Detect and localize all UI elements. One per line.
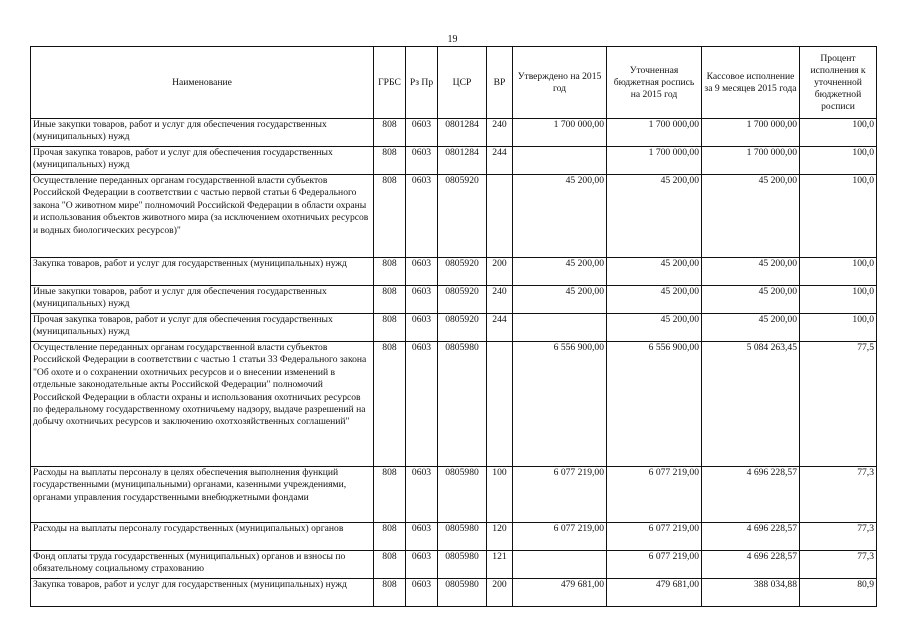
row-percent: 100,0 (800, 147, 877, 175)
row-refined: 45 200,00 (607, 314, 702, 342)
header-vr: ВР (487, 47, 513, 119)
table-row (31, 147, 877, 175)
row-refined: 479 681,00 (607, 579, 702, 607)
row-percent: 100,0 (800, 258, 877, 286)
row-name: Иные закупки товаров, работ и услуг для обеспечения государственных (муниципальных) нужд (31, 119, 374, 147)
row-grbs: 808 (374, 175, 406, 258)
row-grbs: 808 (374, 119, 406, 147)
row-grbs: 808 (374, 342, 406, 467)
row-vr: 121 (487, 551, 513, 579)
row-rzpr: 0603 (406, 175, 438, 258)
row-grbs: 808 (374, 523, 406, 551)
row-vr: 244 (487, 314, 513, 342)
row-refined: 45 200,00 (607, 286, 702, 314)
table-row (31, 523, 877, 551)
row-approved: 6 556 900,00 (513, 342, 607, 467)
table-header-row (31, 47, 877, 119)
table-row (31, 175, 877, 258)
row-percent: 77,3 (800, 551, 877, 579)
row-percent: 100,0 (800, 314, 877, 342)
row-rzpr: 0603 (406, 147, 438, 175)
row-cash: 1 700 000,00 (702, 119, 800, 147)
row-name: Фонд оплаты труда государственных (муниципальных) органов и взносы по обязательному социальному страхованию (31, 551, 374, 579)
table-row (31, 314, 877, 342)
header-csr: ЦСР (438, 47, 487, 119)
row-refined: 6 077 219,00 (607, 523, 702, 551)
row-approved (513, 551, 607, 579)
row-csr: 0801284 (438, 119, 487, 147)
row-rzpr: 0603 (406, 314, 438, 342)
row-refined: 1 700 000,00 (607, 119, 702, 147)
row-vr: 240 (487, 286, 513, 314)
table-row (31, 579, 877, 607)
header-rzpr: Рз Пр (406, 47, 438, 119)
row-cash: 4 696 228,57 (702, 467, 800, 523)
row-name: Прочая закупка товаров, работ и услуг для обеспечения государственных (муниципальных) нужд (31, 314, 374, 342)
row-cash: 4 696 228,57 (702, 523, 800, 551)
header-approved: Утверждено на 2015 год (513, 47, 607, 119)
row-csr: 0805980 (438, 579, 487, 607)
header-cash: Кассовое исполнение за 9 месяцев 2015 года (702, 47, 800, 119)
row-approved: 6 077 219,00 (513, 523, 607, 551)
row-rzpr: 0603 (406, 467, 438, 523)
row-csr: 0805920 (438, 314, 487, 342)
row-vr: 100 (487, 467, 513, 523)
row-approved: 479 681,00 (513, 579, 607, 607)
row-csr: 0805980 (438, 342, 487, 467)
row-csr: 0805920 (438, 258, 487, 286)
table-row (31, 258, 877, 286)
row-grbs: 808 (374, 147, 406, 175)
row-grbs: 808 (374, 551, 406, 579)
page-number: 19 (447, 34, 458, 45)
header-name: Наименование (31, 47, 374, 119)
row-csr: 0805980 (438, 523, 487, 551)
table-row (31, 551, 877, 579)
row-vr: 244 (487, 147, 513, 175)
row-percent: 100,0 (800, 286, 877, 314)
row-refined: 45 200,00 (607, 258, 702, 286)
row-name: Расходы на выплаты персоналу государственных (муниципальных) органов (31, 523, 374, 551)
row-percent: 100,0 (800, 175, 877, 258)
row-rzpr: 0603 (406, 579, 438, 607)
row-grbs: 808 (374, 579, 406, 607)
row-csr: 0805980 (438, 467, 487, 523)
row-csr: 0801284 (438, 147, 487, 175)
row-csr: 0805980 (438, 551, 487, 579)
row-approved (513, 147, 607, 175)
row-rzpr: 0603 (406, 342, 438, 467)
table-row (31, 467, 877, 523)
row-vr: 200 (487, 258, 513, 286)
row-rzpr: 0603 (406, 119, 438, 147)
row-rzpr: 0603 (406, 286, 438, 314)
row-rzpr: 0603 (406, 523, 438, 551)
row-name: Иные закупки товаров, работ и услуг для обеспечения государственных (муниципальных) нужд (31, 286, 374, 314)
row-approved: 45 200,00 (513, 175, 607, 258)
row-cash: 45 200,00 (702, 175, 800, 258)
row-approved: 45 200,00 (513, 258, 607, 286)
row-percent: 77,3 (800, 467, 877, 523)
row-cash: 45 200,00 (702, 286, 800, 314)
header-percent: Процент исполнения к уточненной бюджетной росписи (800, 47, 877, 119)
table-row (31, 286, 877, 314)
row-vr: 200 (487, 579, 513, 607)
row-percent: 77,3 (800, 523, 877, 551)
row-rzpr: 0603 (406, 258, 438, 286)
row-csr: 0805920 (438, 175, 487, 258)
row-cash: 45 200,00 (702, 258, 800, 286)
header-refined: Уточненная бюджетная роспись на 2015 год (607, 47, 702, 119)
row-cash: 388 034,88 (702, 579, 800, 607)
row-approved: 45 200,00 (513, 286, 607, 314)
row-refined: 6 556 900,00 (607, 342, 702, 467)
row-approved: 1 700 000,00 (513, 119, 607, 147)
row-refined: 1 700 000,00 (607, 147, 702, 175)
row-refined: 45 200,00 (607, 175, 702, 258)
row-approved (513, 314, 607, 342)
row-name: Закупка товаров, работ и услуг для государственных (муниципальных) нужд (31, 579, 374, 607)
row-grbs: 808 (374, 286, 406, 314)
row-grbs: 808 (374, 467, 406, 523)
row-approved: 6 077 219,00 (513, 467, 607, 523)
row-refined: 6 077 219,00 (607, 551, 702, 579)
row-grbs: 808 (374, 258, 406, 286)
row-grbs: 808 (374, 314, 406, 342)
row-name: Осуществление переданных органам государственной власти субъектов Российской Федерации в соответствии с частью 1 статьи 33 Федерального закона "Об охоте и о сохранении охотничьих ресурсов и о внесении изменений в отдельные законодательные акты Российской Федерации" полномочий Российской Федерации в области охраны и использования охотничьих ресурсов по федеральному государственному охотничьему надзору, выдаче разрешений на добычу охотничьих ресурсов и заключению охотхозяйственных соглашений" (31, 342, 374, 467)
table-row (31, 342, 877, 467)
table-body (31, 119, 877, 607)
row-rzpr: 0603 (406, 551, 438, 579)
row-name: Осуществление переданных органам государственной власти субъектов Российской Федерации в соответствии с частью первой статьи 6 Федерального закона "О животном мире" полномочий Российской Федерации в области охраны и использования объектов животного мира (за исключением охотничьих ресурсов и водных биологических ресурсов)" (31, 175, 374, 258)
row-percent: 100,0 (800, 119, 877, 147)
row-name: Расходы на выплаты персоналу в целях обеспечения выполнения функций государственными (муниципальными) органами, казенными учреждениями, органами управления государственными внебюджетными фондами (31, 467, 374, 523)
row-vr (487, 342, 513, 467)
table-row (31, 119, 877, 147)
row-percent: 80,9 (800, 579, 877, 607)
budget-execution-table (30, 46, 877, 607)
row-csr: 0805920 (438, 286, 487, 314)
row-cash: 1 700 000,00 (702, 147, 800, 175)
row-vr: 120 (487, 523, 513, 551)
row-cash: 5 084 263,45 (702, 342, 800, 467)
row-cash: 4 696 228,57 (702, 551, 800, 579)
row-refined: 6 077 219,00 (607, 467, 702, 523)
row-percent: 77,5 (800, 342, 877, 467)
row-vr: 240 (487, 119, 513, 147)
row-name: Прочая закупка товаров, работ и услуг для обеспечения государственных (муниципальных) нужд (31, 147, 374, 175)
header-grbs: ГРБС (374, 47, 406, 119)
row-cash: 45 200,00 (702, 314, 800, 342)
row-vr (487, 175, 513, 258)
row-name: Закупка товаров, работ и услуг для государственных (муниципальных) нужд (31, 258, 374, 286)
